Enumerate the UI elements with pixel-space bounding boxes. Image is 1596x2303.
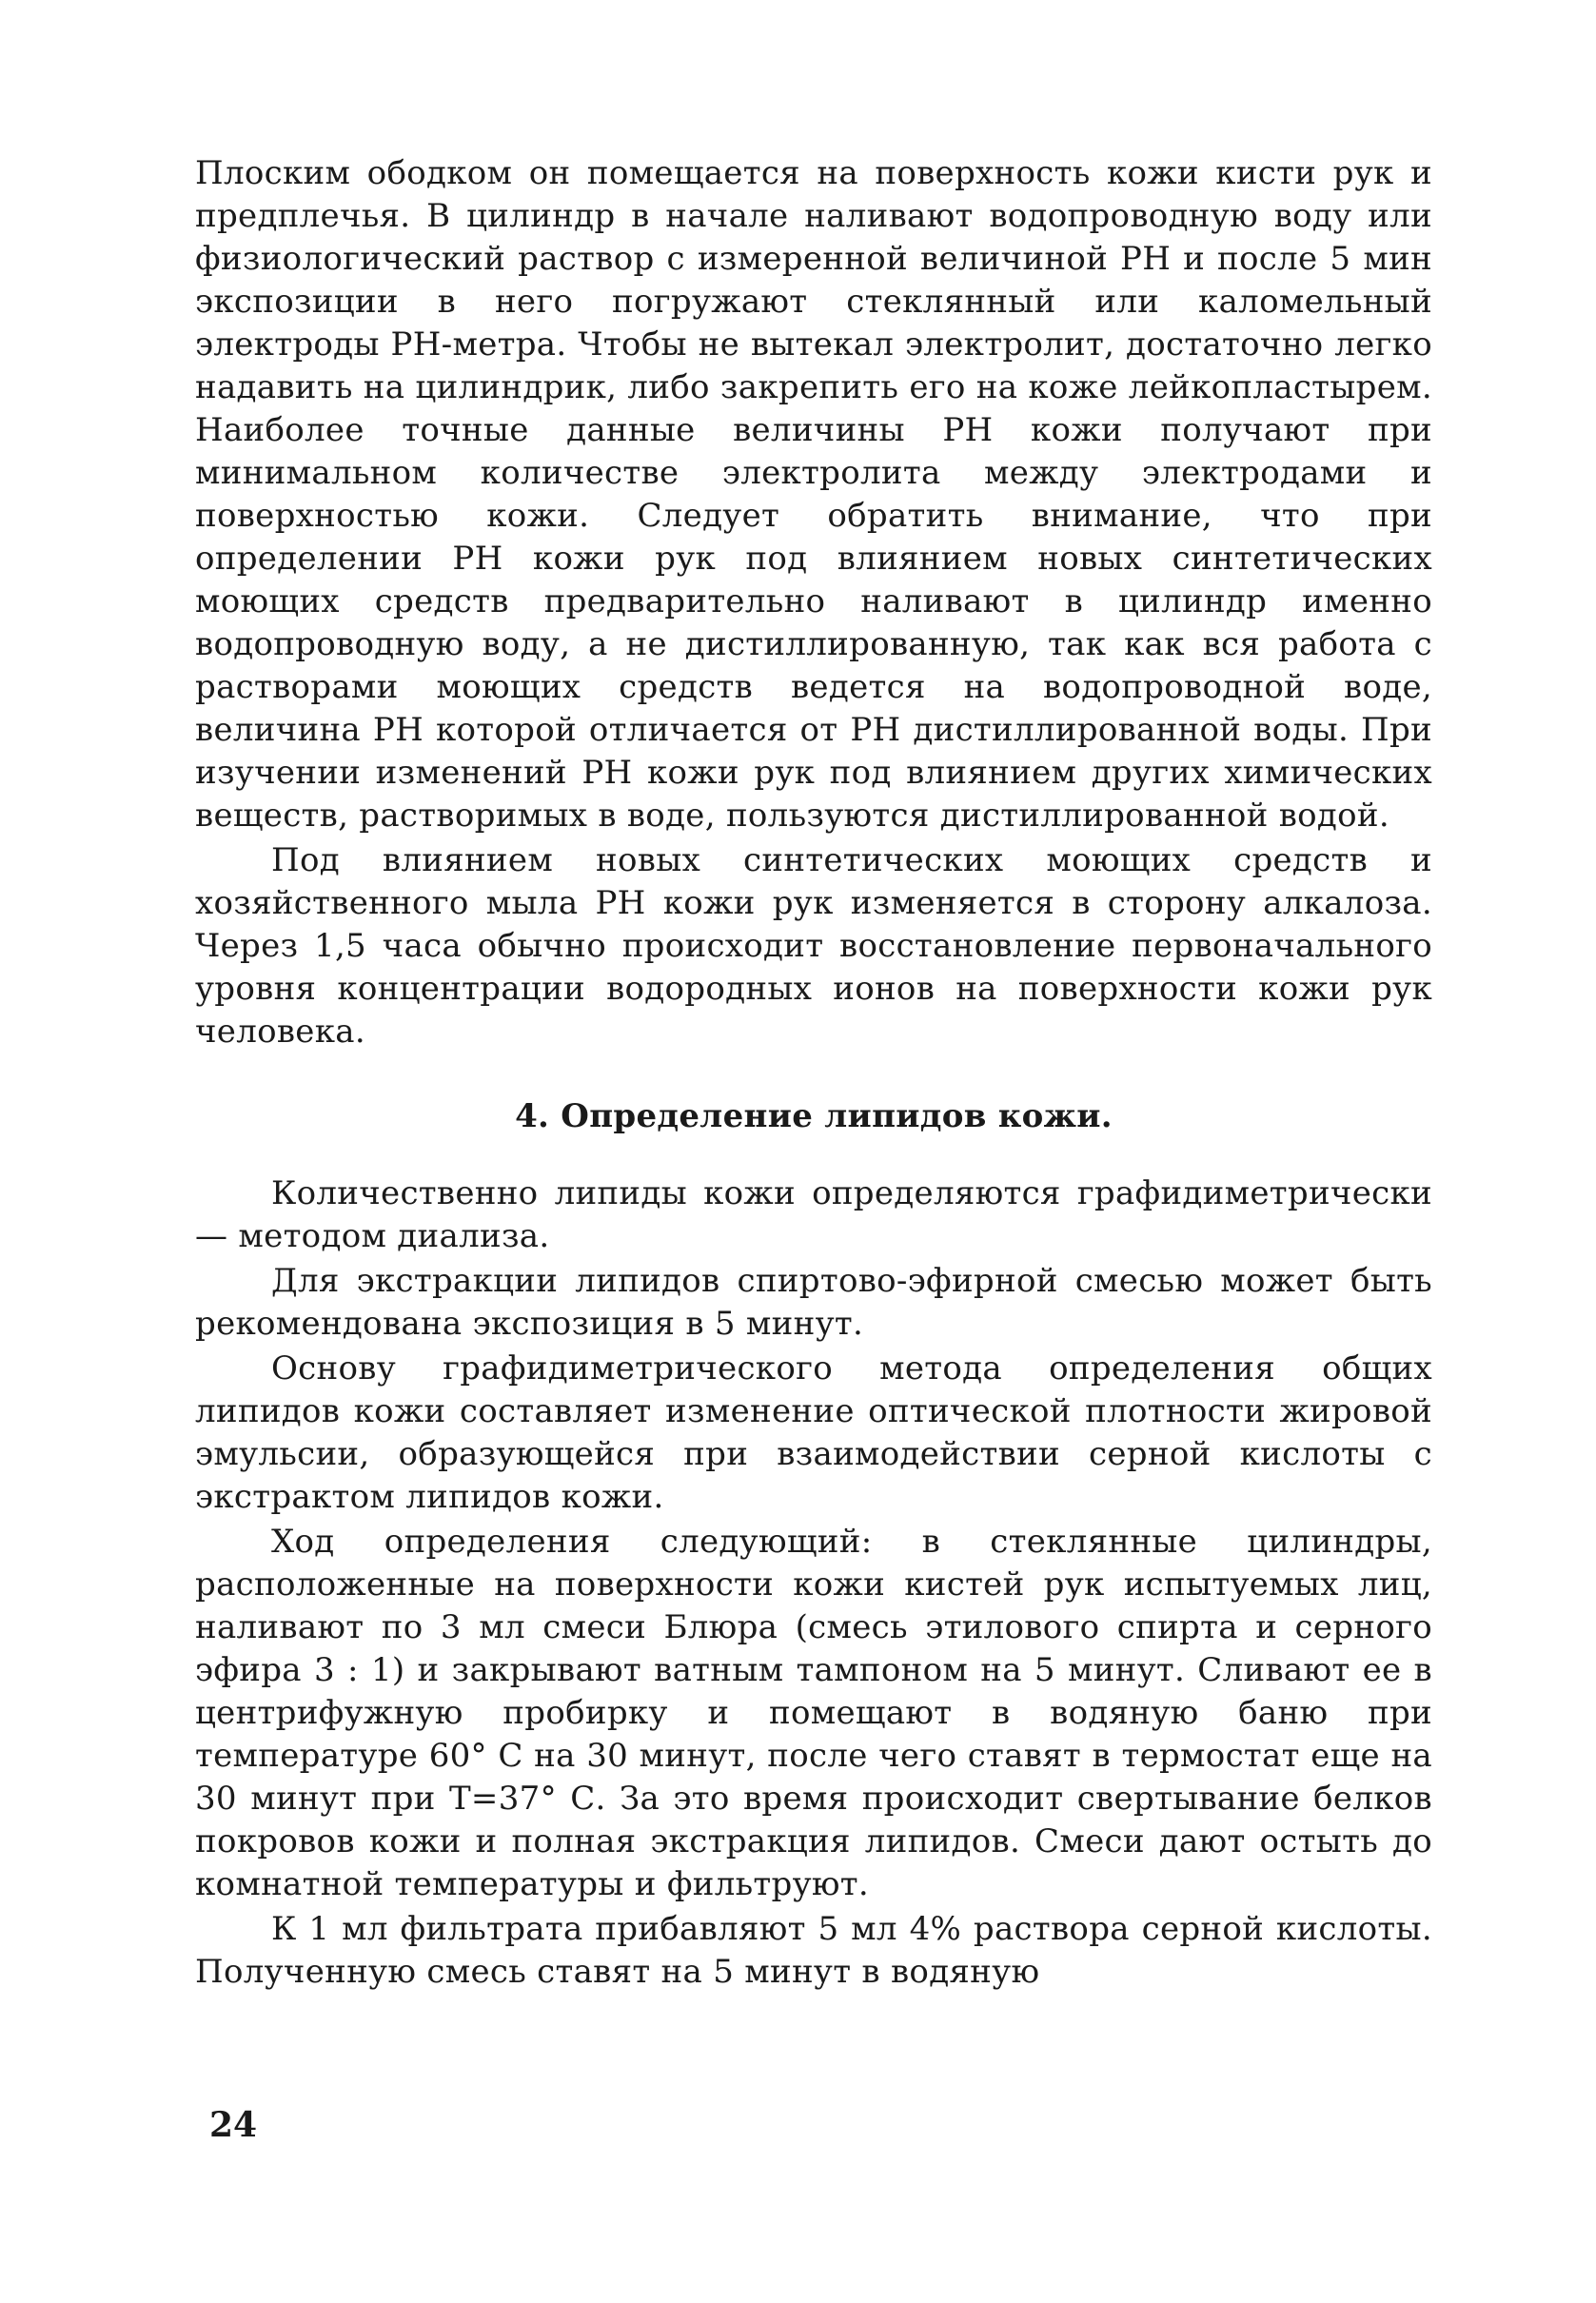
paragraph: Ход определения следующий: в стеклянные цилиндры, расположенные на поверхности кожи кистей рук испытуемых лиц, наливают по 3 мл смеси Блюра (смесь этилового спирта и серного эфира 3 : 1) и закрывают ватным тампоном на 5 минут. Сливают ее в центрифужную пробирку и помещают в водяную баню при температуре 60° С на 30 минут, после чего ставят в термостат еще на 30 минут при Т=37° С. За это время происходит свертывание белков покровов кожи и полная экстракция липидов. Смеси дают остыть до комнатной температуры и фильтруют. xyxy=(195,1523,1432,1903)
paragraph: Под влиянием новых синтетических моющих средств и хозяйственного мыла РН кожи рук изменяется в сторону алкалоза. Через 1,5 часа обычно происходит восстановление первоначального уровня концентрации водородных ионов на поверхности кожи рук человека. xyxy=(195,841,1432,1051)
paragraph: К 1 мл фильтрата прибавляют 5 мл 4% раствора серной кислоты. Полученную смесь ставят на 5 минут в водяную xyxy=(195,1910,1432,1991)
paragraph: Основу графидиметрического метода определения общих липидов кожи составляет изменение оптической плотности жировой эмульсии, образующейся при взаимодействии серной кислоты с экстрактом липидов кожи. xyxy=(195,1349,1432,1516)
paragraph: Для экстракции липидов спиртово-эфирной смесью может быть рекомендована экспозиция в 5 минут. xyxy=(195,1262,1432,1343)
body-text xyxy=(195,152,1432,1994)
section-heading: 4. Определение липидов кожи. xyxy=(515,1097,1113,1135)
page-number: 24 xyxy=(209,2105,258,2145)
paragraph: Плоским ободком он помещается на поверхность кожи кисти рук и предплечья. В цилиндр в начале наливают водопроводную воду или физиологический раствор с измеренной величиной РН и после 5 мин экспозиции в него погружают стеклянный или каломельный электроды РН-метра. Чтобы не вытекал электролит, достаточно легко надавить на цилиндрик, либо закрепить его на коже лейкопластырем. Наиболее точные данные величины РН кожи получают при минимальном количестве электролита между электродами и поверхностью кожи. Следует обратить внимание, что при определении РН кожи рук под влиянием новых синтетических моющих средств предварительно наливают в цилиндр именно водопроводную воду, а не дистиллированную, так как вся работа с растворами моющих средств ведется на водопроводной воде, величина РН которой отличается от РН дистиллированной воды. При изучении изменений РН кожи рук под влиянием других химических веществ, растворимых в воде, пользуются дистиллированной водой. xyxy=(195,154,1432,835)
paragraph: Количественно липиды кожи определяются графидиметрически — методом диализа. xyxy=(195,1174,1432,1255)
